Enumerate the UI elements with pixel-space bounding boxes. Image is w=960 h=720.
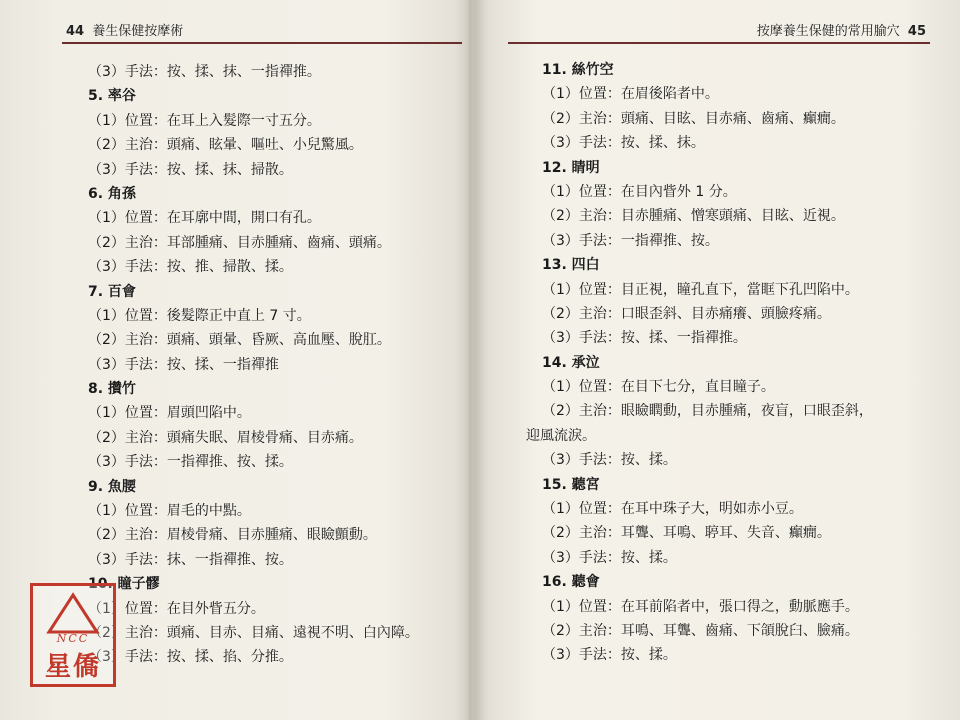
acupoint-heading: 11. 絲竹空 xyxy=(542,62,614,78)
text-line: （3）手法：按、揉。 xyxy=(542,647,677,664)
right-page xyxy=(478,0,960,720)
left-page-body xyxy=(88,60,448,670)
text-line: （3）手法：按、揉、一指禪推。 xyxy=(542,330,747,347)
text-line: （2）主治：口眼歪斜、目赤痛癢、頭臉疼痛。 xyxy=(542,305,831,322)
text-line: （3）手法：按、揉、抹、一指禪推。 xyxy=(88,64,321,80)
acupoint-heading: 7. 百會 xyxy=(88,283,136,300)
text-line: （2）主治：眼瞼瞤動，目赤腫痛，夜盲，口眼歪斜， xyxy=(542,403,873,420)
text-line: （3）手法：按、揉、掐、分推。 xyxy=(88,649,293,666)
text-line: （2）主治：頭痛、眩暈、嘔吐、小兒驚風。 xyxy=(88,137,363,154)
text-line: （3）手法：抹、一指禪推、按。 xyxy=(88,551,293,568)
text-line: （2）主治：目赤腫痛、憎寒頭痛、目眩、近視。 xyxy=(542,208,845,225)
text-line: （1）位置：在耳廓中間，開口有孔。 xyxy=(88,210,321,227)
text-line: （3）手法：一指禪推、按、揉。 xyxy=(88,454,293,471)
text-line: （2）主治：眉棱骨痛、目赤腫痛、眼瞼顫動。 xyxy=(88,527,377,544)
text-line: （1）位置：在眉後陷者中。 xyxy=(542,86,719,103)
ncc-watermark-stamp xyxy=(30,583,116,687)
running-title: 按摩養生保健的常用腧穴 xyxy=(756,24,900,39)
text-line: （3）手法：一指禪推、按。 xyxy=(542,232,719,249)
text-line: （3）手法：按、揉、抹。 xyxy=(542,135,705,152)
text-line: （1）位置：在耳中珠子大，明如赤小豆。 xyxy=(542,501,803,518)
text-line: （2）主治：頭痛、目眩、目赤痛、齒痛、癲癇。 xyxy=(542,110,845,127)
stamp-chinese-text: 星僑 xyxy=(44,652,101,682)
acupoint-heading: 12. 睛明 xyxy=(542,159,600,176)
text-line: （2）主治：耳聾、耳鳴、聤耳、失音、癲癇。 xyxy=(542,525,831,542)
right-page-body xyxy=(526,58,922,668)
text-line: （1）位置：眉頭凹陷中。 xyxy=(88,405,251,422)
text-line: （3）手法：按、揉、抹、掃散。 xyxy=(88,161,293,178)
text-line: 迎風流淚。 xyxy=(526,427,596,444)
acupoint-heading: 5. 率谷 xyxy=(88,88,136,105)
acupoint-heading: 8. 攢竹 xyxy=(88,381,136,398)
acupoint-heading: 15. 聽宮 xyxy=(542,476,600,493)
text-line: （1）位置：目正視，瞳孔直下，當眶下孔凹陷中。 xyxy=(542,281,859,298)
text-line: （1）位置：在耳前陷者中，張口得之，動脈應手。 xyxy=(542,598,859,615)
triangle-logo-icon xyxy=(45,592,101,636)
text-line: （1）位置：在目外眥五分。 xyxy=(88,600,265,617)
text-line: （1）位置：眉毛的中點。 xyxy=(88,503,251,520)
text-line: （2）主治：耳部腫痛、目赤腫痛、齒痛、頭痛。 xyxy=(88,234,391,251)
page-number: 45 xyxy=(907,24,926,39)
text-line: （1）位置：後髮際正中直上 7 寸。 xyxy=(88,307,311,324)
right-page-header xyxy=(508,14,930,44)
left-page-header xyxy=(62,14,462,44)
text-line: （2）主治：頭痛失眠、眉棱骨痛、目赤痛。 xyxy=(88,429,363,446)
text-line: （2）主治：耳鳴、耳聾、齒痛、下頜脫臼、臉痛。 xyxy=(542,622,859,639)
acupoint-heading: 10. 瞳子髎 xyxy=(88,576,160,593)
text-line: （3）手法：按、揉、一指禪推 xyxy=(88,356,279,373)
text-line: （1）位置：在目內眥外 1 分。 xyxy=(542,183,737,200)
text-line: （3）手法：按、推、掃散、揉。 xyxy=(88,259,293,276)
acupoint-heading: 16. 聽會 xyxy=(542,574,600,591)
text-line: （1）位置：在耳上入髮際一寸五分。 xyxy=(88,112,321,129)
acupoint-heading: 13. 四白 xyxy=(542,257,600,274)
running-title: 養生保健按摩術 xyxy=(92,24,184,39)
page-number: 44 xyxy=(66,24,85,39)
acupoint-heading: 6. 角孫 xyxy=(88,185,136,202)
text-line: （3）手法：按、揉。 xyxy=(542,452,677,469)
acupoint-heading: 14. 承泣 xyxy=(542,354,600,371)
text-line: （3）手法：按、揉。 xyxy=(542,549,677,566)
text-line: （2）主治：頭痛、頭暈、昏厥、高血壓、脫肛。 xyxy=(88,332,391,349)
text-line: （2）主治：頭痛、目赤、目痛、遠視不明、白內障。 xyxy=(88,624,419,641)
text-line: （1）位置：在目下七分，直目瞳子。 xyxy=(542,379,775,396)
acupoint-heading: 9. 魚腰 xyxy=(88,478,136,495)
stamp-latin-text: NCC xyxy=(56,632,90,645)
